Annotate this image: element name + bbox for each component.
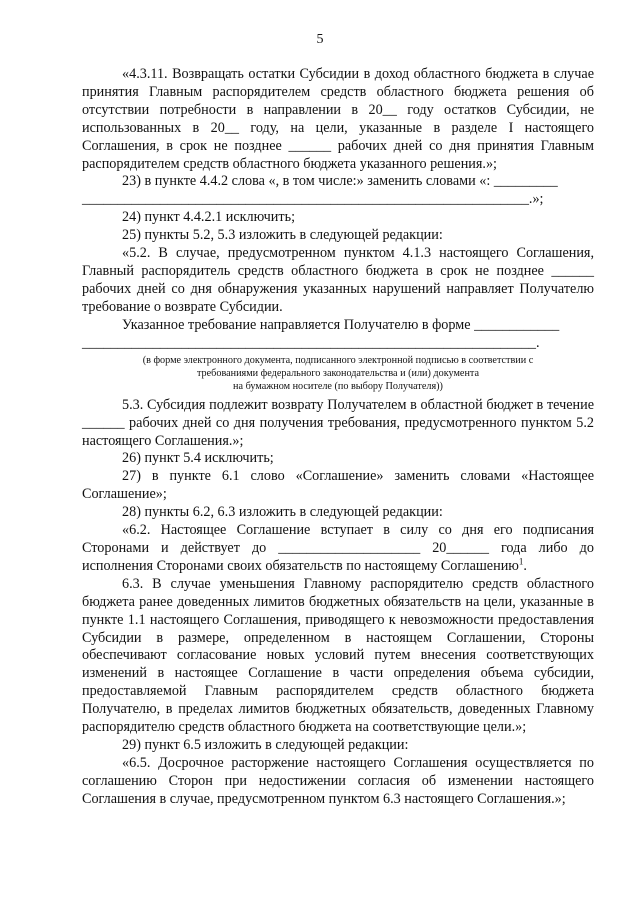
item-28: 28) пункты 6.2, 6.3 изложить в следующей редакции: — [122, 504, 443, 521]
item-24: 24) пункт 4.4.2.1 исключить; — [122, 209, 296, 226]
form-caption-line: требованиями федерального законодательства и (или) документа — [196, 367, 479, 379]
clause-6-2 — [82, 522, 594, 576]
item-29: 29) пункт 6.5 изложить в следующей редакции: — [122, 736, 409, 753]
clause-5-2-form: Указанное требование направляется Получателю в форме ____________ — [122, 316, 560, 333]
clause-5-2-form-line: ________________________________________________________________. — [82, 334, 540, 351]
clause-4-3-11: «4.3.11. Возвращать остатки Субсидии в доход областного бюджета в случае принятия Главным распорядителем средств областного бюджета решения об отсутствии потребности в направлении в 20__ году остатков Субсидии, не использованных в 20__ году, на цели, указанные в разделе I настоящего Соглашения, в срок не позднее ______ рабочих дней со дня принятия Главным распорядителем средств областного бюджета указанного решения.»; — [82, 66, 594, 172]
item-25: 25) пункты 5.2, 5.3 изложить в следующей редакции: — [122, 227, 443, 244]
footnote-mark: 1 — [518, 556, 524, 567]
document-body — [82, 66, 594, 809]
item-26: 26) пункт 5.4 исключить; — [122, 450, 274, 467]
item-27: 27) в пункте 6.1 слово «Соглашение» заменить словами «Настоящее Соглашение»; — [82, 468, 594, 503]
clause-6-3: 6.3. В случае уменьшения Главному распорядителю средств областного бюджета ранее доведенных лимитов бюджетных обязательств на цели, указанные в пункте 1.1 настоящего Соглашения, приводящего к невозможности предоставления Субсидии в размере, определенном в настоящем Соглашении, Стороны обеспечивают согласование новых условий путем внесения соответствующих изменений в настоящее Соглашение в части определения объема субсидии, предоставляемой Главным распорядителем средств областного бюджета Получателю, в пределах лимитов бюджетных обязательств, доведенных Главному распорядителю средств областного бюджета на соответствующие цели.»; — [82, 575, 594, 736]
clause-6-2-tail: . — [523, 557, 527, 574]
item-23-line-2: _______________________________________________________________.»; — [82, 191, 544, 208]
page-number: 5 — [316, 32, 324, 47]
clause-5-3: 5.3. Субсидия подлежит возврату Получателем в областной бюджет в течение ______ рабочих дней со дня получения требования, предусмотренного пунктом 5.2 настоящего Соглашения.»; — [82, 396, 594, 449]
clause-6-2-text: «6.2. Настоящее Соглашение вступает в силу со дня его подписания Сторонами и действует до ____________________ 20______ года либо до исполнения Сторонами своих обязательств по настоящему Соглашению — [82, 522, 594, 574]
clause-6-5: «6.5. Досрочное расторжение настоящего Соглашения осуществляется по соглашению Сторон при недостижении согласия об изменении настоящего Соглашения в случае, предусмотренном пунктом 6.3 настоящего Соглашения.»; — [82, 754, 594, 807]
clause-5-2: «5.2. В случае, предусмотренном пунктом 4.1.3 настоящего Соглашения, Главный распорядитель средств областного бюджета в срок не позднее ______ рабочих дней со дня обнаружения указанных нарушений направляет Получателю требование о возврате Субсидии. — [82, 245, 594, 315]
item-23-line-1: 23) в пункте 4.4.2 слова «, в том числе:» заменить словами «: _________ — [122, 173, 558, 190]
form-caption-line: на бумажном носителе (по выбору Получателя)) — [233, 381, 443, 393]
form-caption-line: (в форме электронного документа, подписанного электронной подписью в соответствии с — [142, 354, 534, 366]
form-caption — [82, 353, 594, 397]
